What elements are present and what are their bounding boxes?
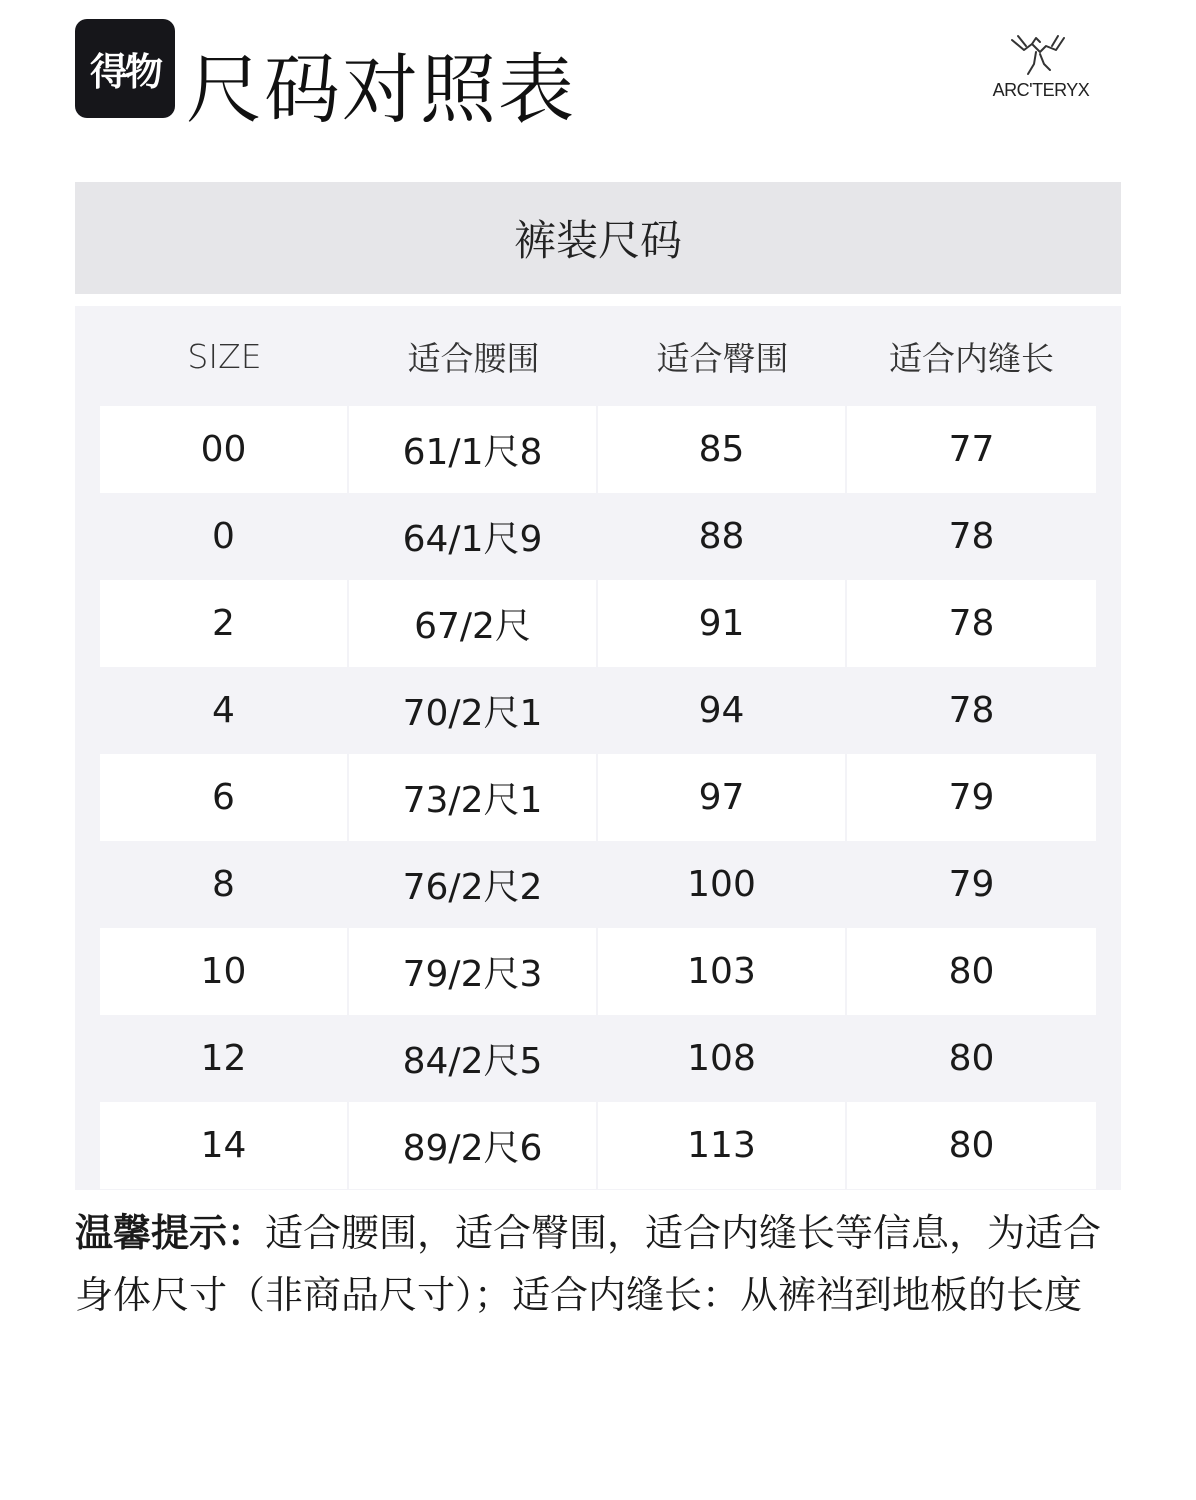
table-row — [100, 928, 1096, 1015]
hip-cell: 94 — [698, 690, 745, 731]
size-cell: 0 — [212, 516, 235, 557]
table-row — [100, 754, 1096, 841]
inseam-cell: 78 — [948, 690, 995, 731]
hip-cell: 113 — [598, 1102, 845, 1189]
waist-cell: 64/1尺9 — [402, 519, 543, 560]
column-header-size: SIZE — [187, 336, 262, 376]
table-row — [100, 1015, 1096, 1102]
inseam-cell: 80 — [948, 1038, 995, 1079]
inseam-cell: 79 — [847, 754, 1096, 841]
waist-cell: 79/2尺3 — [349, 928, 596, 1015]
table-row — [100, 667, 1096, 754]
section-title: 裤装尺码 — [513, 216, 682, 265]
size-cell: 14 — [100, 1102, 347, 1189]
inseam-cell: 77 — [847, 406, 1096, 493]
table-row — [100, 493, 1096, 580]
waist-cell: 84/2尺5 — [402, 1041, 543, 1082]
hip-cell: 85 — [598, 406, 845, 493]
size-cell: 10 — [100, 928, 347, 1015]
dewu-logo — [75, 19, 175, 118]
size-cell: 6 — [100, 754, 347, 841]
column-header-waist: 适合腰围 — [407, 338, 540, 378]
waist-cell: 70/2尺1 — [402, 693, 543, 734]
waist-cell: 76/2尺2 — [402, 867, 543, 908]
hip-cell: 100 — [687, 864, 756, 905]
table-row — [100, 841, 1096, 928]
tips-label: 温馨提示： — [75, 1211, 266, 1255]
inseam-cell: 78 — [948, 516, 995, 557]
waist-cell: 61/1尺8 — [349, 406, 596, 493]
inseam-cell: 80 — [847, 1102, 1096, 1189]
archaeopteryx-icon — [1006, 30, 1070, 78]
size-cell: 2 — [100, 580, 347, 667]
page-title: 尺码对照表 — [186, 45, 576, 134]
waist-cell: 67/2尺 — [349, 580, 596, 667]
table-row — [100, 406, 1096, 493]
size-table — [75, 306, 1121, 1190]
table-body — [100, 406, 1096, 1189]
section-banner — [75, 182, 1121, 294]
inseam-cell: 79 — [948, 864, 995, 905]
tips-note — [75, 1202, 1121, 1326]
brand-logo — [986, 30, 1096, 106]
waist-cell: 73/2尺1 — [349, 754, 596, 841]
size-cell: 8 — [212, 864, 235, 905]
size-cell: 12 — [200, 1038, 247, 1079]
hip-cell: 108 — [687, 1038, 756, 1079]
column-header-hip: 适合臀围 — [656, 338, 789, 378]
table-row — [100, 1102, 1096, 1189]
hip-cell: 91 — [598, 580, 845, 667]
inseam-cell: 80 — [847, 928, 1096, 1015]
waist-cell: 89/2尺6 — [349, 1102, 596, 1189]
hip-cell: 97 — [598, 754, 845, 841]
dewu-logo-text: 得物 — [89, 50, 160, 94]
table-row — [100, 580, 1096, 667]
tips-text: 适合腰围，适合臀围，适合内缝长等信息，为适合身体尺寸（非商品尺寸）；适合内缝长：从裤裆到地板的长度 — [75, 1211, 1102, 1317]
size-cell: 4 — [212, 690, 235, 731]
brand-name: ARC'TERYX — [992, 80, 1090, 100]
inseam-cell: 78 — [847, 580, 1096, 667]
size-cell: 00 — [100, 406, 347, 493]
hip-cell: 88 — [698, 516, 745, 557]
hip-cell: 103 — [598, 928, 845, 1015]
column-header-inseam: 适合内缝长 — [889, 338, 1054, 378]
table-header-row — [100, 306, 1096, 406]
